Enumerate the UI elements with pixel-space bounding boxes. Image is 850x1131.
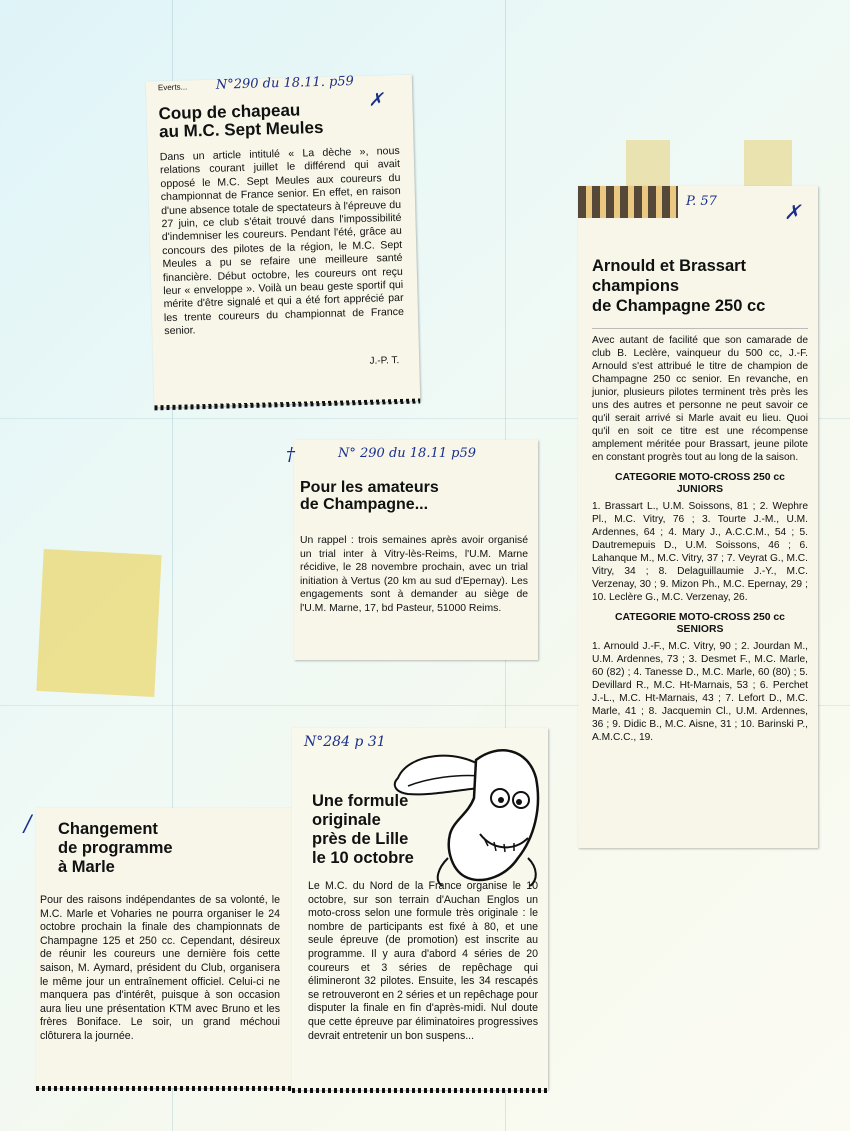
clipping-title [58, 820, 173, 877]
clipping-formule-originale [292, 728, 548, 1090]
clipping-coup-de-chapeau [146, 75, 420, 408]
handwritten-mark-icon: ✗ [368, 89, 384, 111]
tape-piece [36, 549, 161, 697]
clipping-body: Un rappel : trois semaines après avoir organisé un trial inter à Vitry-lès-Reims, l'U.M. Marne récidive, le 28 novembre prochain, avec un trial initiation à Vertus (20 km au sud d'Epernay). Les engagements sont à demander au siège de l'U.M. Marne, 17, bd Pasteur, 51000 Reims. [300, 535, 528, 614]
clipping-content [592, 334, 808, 744]
handwritten-reference: N° 290 du 18.11 p59 [338, 446, 476, 461]
clipping-edge [292, 1088, 548, 1093]
clipping-title-line: le 10 octobre [312, 849, 414, 867]
clipping-title-line: Une formule [312, 792, 409, 810]
clipping-title [312, 792, 414, 868]
handwritten-mark-icon: / [24, 812, 32, 837]
clipping-body: Avec autant de facilité que son camarade de club B. Leclère, vainqueur du 500 cc, J.-F. Arnould s'est attribué le titre de champion de Champagne 250 cc senior. En revanche, en junior, plusieurs pilotes terminent très près les uns des autres et personne ne peut savoir ce qu'il serait arrivé si Marle avait eu lieu. Quoi qu'il en soit ce titre est une récompense amplement méritée pour Brassart, jeune pilote en constant progrès tout au long de la saison. [592, 335, 808, 463]
clipping-title-line: Coup de chapeau [158, 100, 301, 124]
tape-piece [626, 140, 670, 188]
clipping-title [592, 256, 765, 316]
clipping-title [158, 101, 323, 141]
clipping-title-line: près de Lille [312, 830, 409, 848]
clipping-title-line: de Champagne... [300, 495, 429, 513]
clipping-signature: J.-P. T. [369, 355, 400, 367]
handwritten-reference: N°290 du 18.11. p59 [215, 74, 355, 93]
clipping-edge [36, 1086, 294, 1091]
clipping-changement-programme [24, 808, 294, 1088]
clipping-header-text: Everts... [157, 82, 188, 93]
clipping-title-line: Arnould et Brassart [592, 257, 747, 275]
handwritten-reference: N°284 p 31 [304, 734, 386, 750]
clipping-body: Le M.C. du Nord de la France organise le 10 octobre, sur son terrain d'Auchan Englos un moto-cross selon une formule très originale : le nombre de participants est fixé à 80, et une seule épreuve (de promotion) est inscrite au programme. Il y aura d'abord 4 séries de 20 coureurs et 3 séries de repêchage qui élimineront 32 pilotes. Ensuite, les 34 rescapés se retrouveront en 2 séries et un repêchage pour disputer la finale en fin d'après-midi. Nul doute que cette épreuve par éliminatoires progressives devrait entretenir un bon suspens... [308, 880, 538, 1042]
clipping-title-line: au M.C. Sept Meules [158, 117, 324, 142]
clipping-body: Dans un article intitulé « La dèche », nous relations courant juillet le différend qui avait opposé le M.C. Sept Meules aux coureurs du championnat de France senior. En effet, en raison d'une absence totale de spectateurs à l'épreuve du 27 juin, ce club s'était trouvé dans l'impossibilité d'indemniser les coureurs. Pendant l'été, grâce au concours des pilotes de la région, le M.C. Sept Meules a pu se refaire une meilleure santé financière. Début octobre, les coureurs ont reçu leur « enveloppe ». Voilà un beau geste sportif qui mérite d'être signalé et qui a été fort apprécié par les trente coureurs du championnat de France senior. [159, 144, 405, 338]
clipping-title-line: Pour les amateurs [300, 479, 439, 496]
clipping-title-line: à Marle [58, 858, 115, 876]
clipping-edge [154, 398, 420, 410]
clipping-title-line: de Champagne 250 cc [592, 297, 766, 315]
handwritten-reference: P. 57 [686, 194, 717, 209]
handwritten-mark-icon: † [286, 444, 295, 465]
tape-piece [744, 140, 792, 190]
results-seniors: 1. Arnould J.-F., M.C. Vitry, 90 ; 2. Jourdan M., U.M. Ardennes, 73 ; 3. Desmet F., M.C. Marle, 60 (82) ; 4. Tanesse D., M.C. Marle, 60 (80) ; 5. Devillard R., M.C. Ht-Marnais, 53 ; 6. Perchet J.-L., M.C. Ht-Marnais, 43 ; 7. Lefort D., M.C. Marle, 41 ; 8. Jacquemin Cl., U.M. Ardennes, 36 ; 9. Didic B., M.C. Aisne, 31 ; 10. Barinski P., A.M.C.C., 19. [592, 641, 808, 743]
clipping-body: Pour des raisons indépendantes de sa volonté, le M.C. Marle et Voharies ne pourra organiser le 24 octobre prochain la finale des championnats de Champagne 125 et 250 cc. Cependant, désireux de réunir les coureurs une dernière fois cette saison, M. Aymard, président du Club, organisera le même jour un entraînement officiel. Celui-ci ne manquera pas d'intérêt, puisque à son occasion aura lieu une présentation KTM avec Bruno et les frères Boniface. Le soir, un grand méchoui clôturera la journée. [40, 894, 280, 1042]
clipping-title-line: originale [312, 811, 381, 829]
category-title-juniors: CATEGORIE MOTO-CROSS 250 cc JUNIORS [615, 472, 785, 495]
clipping-arnould-brassart [578, 186, 818, 848]
clipping-title [300, 480, 439, 514]
category-title-seniors: CATEGORIE MOTO-CROSS 250 cc SENIORS [615, 612, 785, 635]
clipping-title-line: Changement [58, 820, 158, 838]
clipping-title-line: de programme [58, 839, 173, 857]
photo-strip [578, 186, 678, 218]
results-juniors: 1. Brassart L., U.M. Soissons, 81 ; 2. Wephre Pl., M.C. Vitry, 76 ; 3. Tourte J.-M., U.M. Ardennes, 64 ; 4. Mary J., A.C.C.M., 54 ; 5. Dautremepuis D., U.M. Soissons, 46 ; 6. Lahanque M., M.C. Vitry, 37 ; 7. Veyrat G., M.C. Vitry, 34 ; 8. Delaguillaumie J.-Y., M.C. Verzenay, 30 ; 9. Mizon Ph., M.C. Epernay, 29 ; 10. Leclère G., M.C. Verzenay, 26. [592, 501, 808, 603]
handwritten-mark-icon: ✗ [784, 200, 801, 224]
divider [592, 328, 808, 329]
clipping-title-line: champions [592, 277, 680, 295]
clipping-amateurs-champagne [286, 440, 538, 660]
